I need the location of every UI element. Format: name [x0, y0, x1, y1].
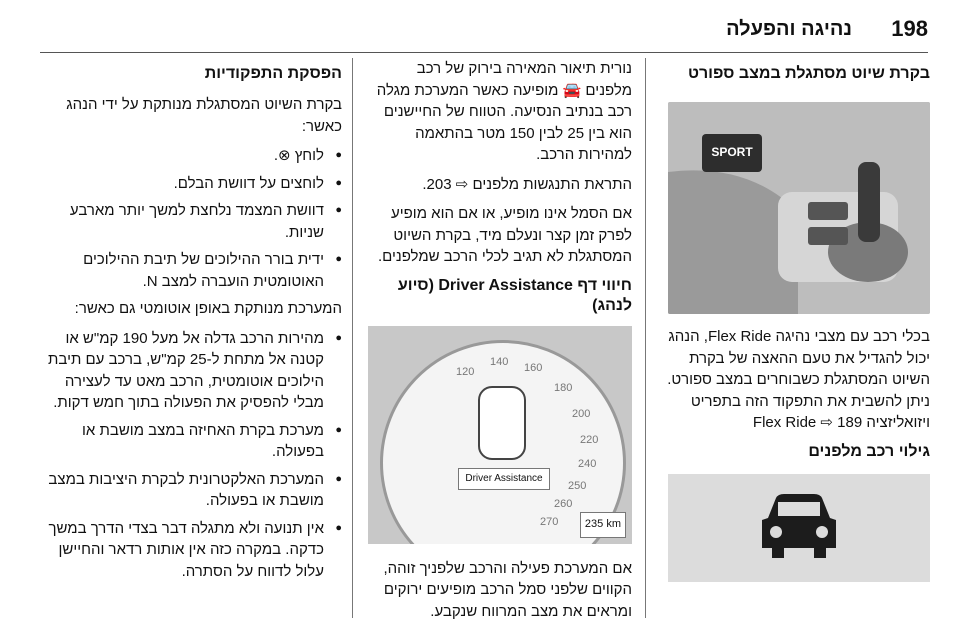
page-number: 198 [891, 16, 928, 41]
active-system-paragraph: אם המערכת פעילה והרכב שלפניך זוהה, הקווים שלפני סמל הרכב מופיעים ירוקים ומראים את מצב המרווח שנקבע. [383, 559, 632, 620]
list-item: ● דוושת המצמד נלחצת למשך יותר מארבע שניות. [40, 200, 342, 243]
section-heading: בקרת שיוט מסתגלת במצב ספורט [687, 65, 930, 82]
deactivation-intro: בקרת השיוט המסתגלת מנותקת על ידי הנהג כאשר: [66, 96, 342, 135]
list-item: ● לוחצים על דוושת הבלם. [40, 173, 342, 195]
odometer-readout: 235 km [580, 512, 626, 538]
tick-label: 180 [554, 381, 573, 394]
list-item: ● המערכת האלקטרונית לבקרת היציבות במצב מושבת או בפעולה. [40, 469, 342, 512]
instrument-cluster-image [368, 326, 632, 544]
vehicle-ahead-icon-box [668, 474, 930, 582]
chapter-title: נהיגה והפעלה [726, 18, 852, 40]
tick-label: 160 [524, 361, 543, 374]
tick-label: 250 [568, 479, 587, 492]
driver-assistance-label: Driver Assistance [458, 468, 550, 490]
vehicle-ahead-paragraph: נורית תיאור המאירה בירוק של רכב מלפנים 🚘 מופיעה כאשר המערכת מגלה רכב בנתיב הנסיעה. הטווח של החיישנים הוא בין 25 לבין 150 מטר בהתאמה למהירות הרכב. [376, 60, 632, 163]
header-rule [40, 52, 928, 53]
list-item: ● מהירות הרכב גדלה אל מעל 190 קמ"ש או קטנה אל מתחת ל-25 קמ"ש, ברכב עם תיבת הילוכים אוטומטית, הרכב מאט עד לעצירה מבלי להפסיק את הפעולה בתוך חמש דקות. [40, 328, 342, 414]
tick-label: 240 [578, 457, 597, 470]
car-front-icon [754, 488, 844, 568]
list-item: ● לוחץ ⊗. [40, 145, 342, 167]
collision-alert-reference: התראת התנגשות מלפנים ⇨ 203. [422, 175, 632, 193]
list-item: ● מערכת בקרת האחיזה במצב מושבת או בפעולה. [40, 420, 342, 463]
vehicle-symbol [478, 386, 526, 460]
tick-label: 260 [554, 497, 573, 510]
auto-deactivation-list [40, 328, 342, 583]
tick-label: 220 [580, 433, 599, 446]
subsection-heading: גילוי רכב מלפנים [808, 442, 930, 460]
tick-label: 270 [540, 515, 559, 528]
tick-label: 140 [490, 355, 509, 368]
list-item: ● אין תנועה ולא מתגלה דבר בצדי הדרך במשך כדקה. במקרה כזה אין אותות רדאר והחיישן עלול לדווח על הסתרה. [40, 518, 342, 583]
sport-button-photo [668, 102, 930, 314]
page-header [0, 16, 960, 52]
list-item: ● ידית בורר ההילוכים של תיבת ההילוכים האוטומטית הועברה למצב N. [40, 249, 342, 292]
column-divider [645, 58, 646, 618]
left-column [40, 58, 342, 588]
driver-deactivation-list [40, 145, 342, 292]
column-divider [352, 58, 353, 618]
sport-button: SPORT [702, 134, 762, 172]
auto-deactivation-intro: המערכת מנותקת באופן אוטומטי גם כאשר: [74, 300, 342, 317]
section-heading: הפסקת התפקודיות [204, 65, 342, 82]
icon-missing-paragraph: אם הסמל אינו מופיע, או אם הוא מופיע לפרק זמן קצר ונעלם מיד, בקרת השיוט המסתגלת לא תגיב לכלי הרכב שמלפנים. [377, 205, 632, 265]
tick-label: 200 [572, 407, 591, 420]
tick-label: 120 [456, 365, 475, 378]
sport-mode-paragraph: בכלי רכב עם מצבי נהיגה Flex Ride, הנהג יכול להגדיל את טעם ההאצה של בקרת השיוט המסתגלת כשבוחרים במצב ספורט. ניתן להשבית את התפקוד הזה בתפריט ויזואליזציה Flex Ride ⇨ 189 [667, 328, 930, 431]
right-column [662, 58, 930, 582]
middle-column [368, 58, 632, 630]
section-heading: חיווי דף Driver Assistance (סיוע לנהג) [397, 276, 632, 314]
